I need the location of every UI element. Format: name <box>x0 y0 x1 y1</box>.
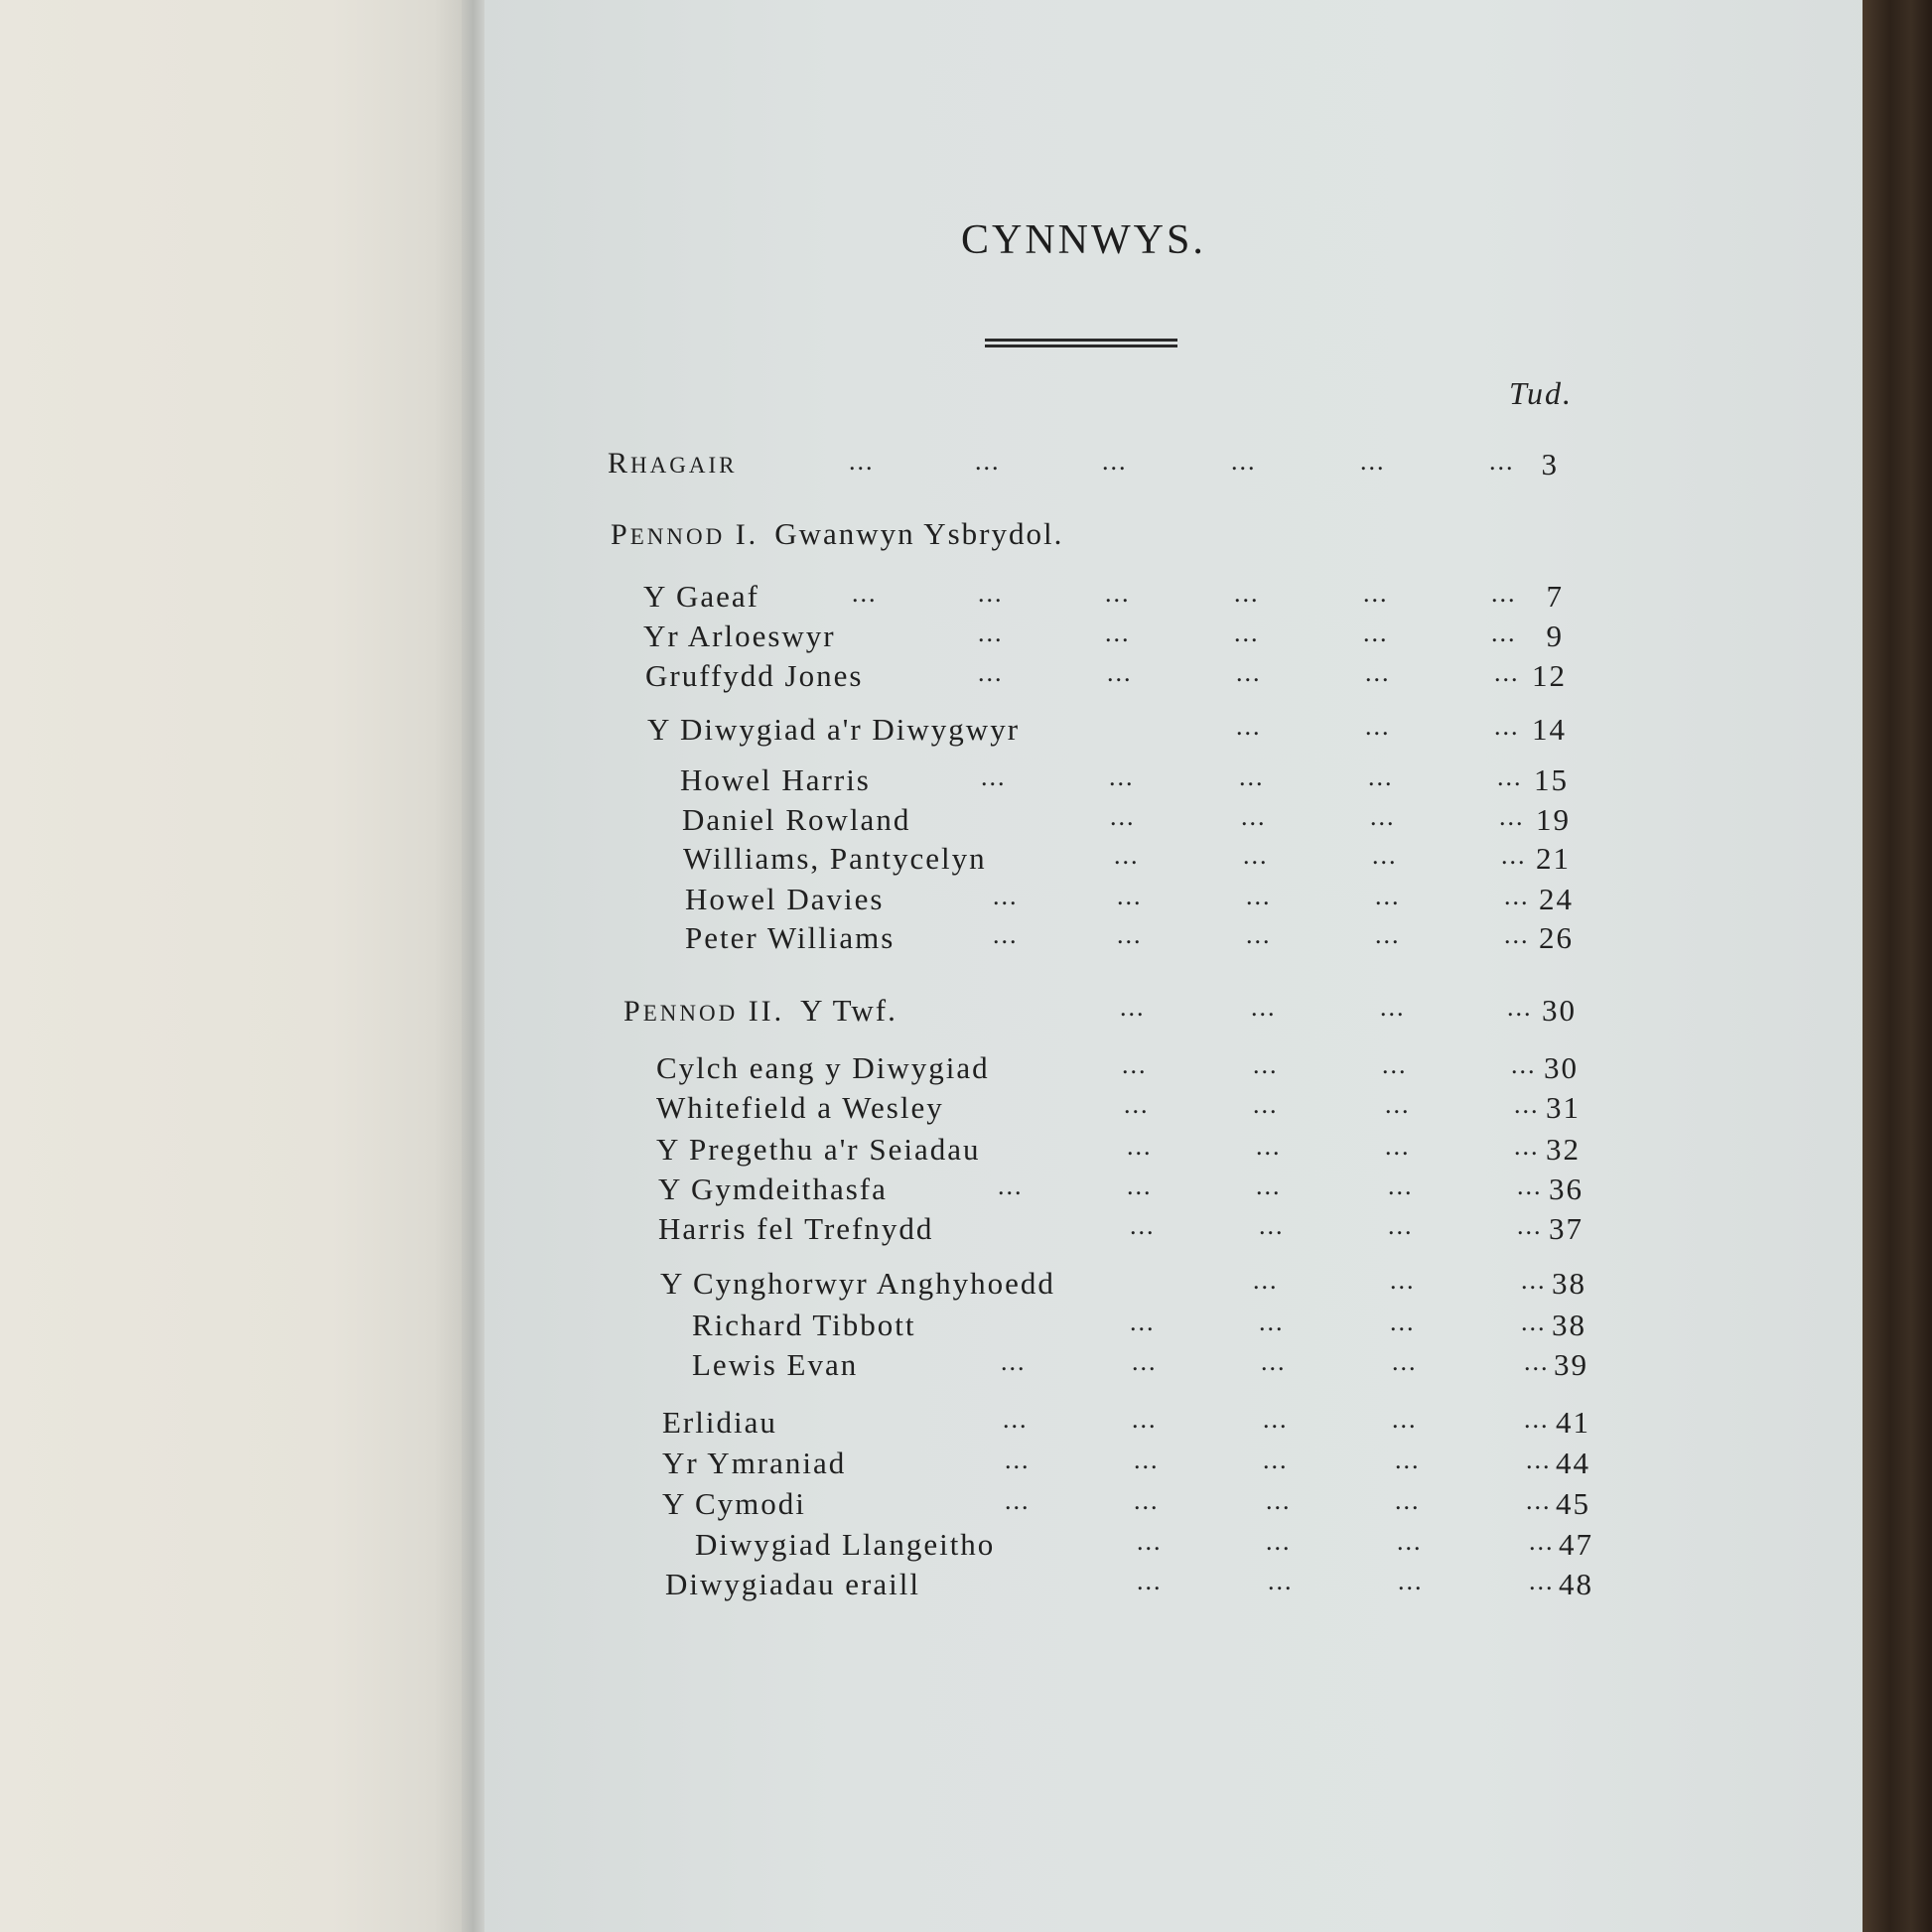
leader-dots: ... <box>978 619 1004 647</box>
toc-entry-label-initial: P <box>623 995 643 1028</box>
leader-dots: ... <box>1392 1347 1418 1376</box>
toc-entry <box>0 516 1932 566</box>
leader-dots: ... <box>1127 1172 1153 1200</box>
toc-entry-label: Lewis Evan <box>692 1347 859 1382</box>
leader-dots: ... <box>1504 920 1530 949</box>
leader-dots: ... <box>1524 1347 1550 1376</box>
leader-dots: ... <box>1253 1266 1279 1295</box>
toc-entry <box>0 1567 1932 1616</box>
leader-dots: ... <box>1266 1527 1292 1556</box>
leader-dots: ... <box>1382 1050 1408 1079</box>
toc-entry-label: Y Cymodi <box>662 1486 806 1521</box>
leader-dots: ... <box>1529 1567 1555 1595</box>
toc-page-number: 48 <box>1559 1567 1593 1601</box>
toc-entry-label <box>623 993 897 1029</box>
leader-dots: ... <box>1234 579 1260 608</box>
leader-dots: ... <box>975 447 1001 476</box>
leader-dots: ... <box>1375 920 1401 949</box>
leader-dots: ... <box>1120 993 1146 1022</box>
toc-page-number: 9 <box>1546 619 1564 653</box>
toc-entry-label: Williams, Pantycelyn <box>683 841 987 876</box>
leader-dots: ... <box>1514 1132 1540 1161</box>
toc-entry-label-numeral: I. <box>725 518 759 551</box>
leader-dots: ... <box>1517 1172 1543 1200</box>
leader-dots: ... <box>1499 802 1525 831</box>
leader-dots: ... <box>1397 1527 1423 1556</box>
toc-page-number: 30 <box>1542 993 1577 1028</box>
leader-dots: ... <box>1001 1347 1027 1376</box>
toc-entry-label: Y Cynghorwyr Anghyhoedd <box>660 1266 1055 1301</box>
leader-dots: ... <box>1526 1446 1552 1474</box>
toc-entry <box>0 712 1932 761</box>
leader-dots: ... <box>1130 1211 1156 1240</box>
leader-dots: ... <box>1365 712 1391 741</box>
leader-dots: ... <box>1365 658 1391 687</box>
toc-page-number: 26 <box>1539 920 1574 955</box>
leader-dots: ... <box>1504 882 1530 910</box>
toc-page-number: 15 <box>1534 762 1569 797</box>
leader-dots: ... <box>1261 1347 1287 1376</box>
leader-dots: ... <box>1266 1486 1292 1515</box>
toc-entry-label: Diwygiadau eraill <box>665 1567 920 1601</box>
toc-entry-label-initial: P <box>611 518 630 551</box>
toc-page-number: 14 <box>1532 712 1567 747</box>
toc-page-number: 47 <box>1559 1527 1593 1562</box>
title-double-rule <box>985 339 1177 354</box>
contents-title: CYNNWYS. <box>961 217 1206 263</box>
page-column-label: Tud. <box>1509 375 1574 411</box>
leader-dots: ... <box>1132 1347 1158 1376</box>
toc-page-number: 39 <box>1554 1347 1588 1382</box>
leader-dots: ... <box>1529 1527 1555 1556</box>
leader-dots: ... <box>1114 841 1140 870</box>
leader-dots: ... <box>1521 1266 1547 1295</box>
leader-dots: ... <box>1390 1308 1416 1336</box>
toc-entry-label: Y Gymdeithasfa <box>658 1172 888 1206</box>
leader-dots: ... <box>1497 762 1523 791</box>
leader-dots: ... <box>1253 1090 1279 1119</box>
leader-dots: ... <box>1390 1266 1416 1295</box>
leader-dots: ... <box>1256 1172 1282 1200</box>
toc-entry-label-initial: R <box>608 447 631 480</box>
leader-dots: ... <box>998 1172 1024 1200</box>
leader-dots: ... <box>1241 802 1267 831</box>
leader-dots: ... <box>1494 658 1520 687</box>
toc-page-number: 38 <box>1552 1308 1587 1342</box>
leader-dots: ... <box>1263 1446 1289 1474</box>
leader-dots: ... <box>1398 1567 1424 1595</box>
chapter-title: Y Twf. <box>800 993 897 1028</box>
leader-dots: ... <box>1511 1050 1537 1079</box>
toc-entry-label: Yr Ymraniad <box>662 1446 847 1480</box>
leader-dots: ... <box>1395 1486 1421 1515</box>
leader-dots: ... <box>1380 993 1406 1022</box>
leader-dots: ... <box>1243 841 1269 870</box>
leader-dots: ... <box>1236 712 1262 741</box>
leader-dots: ... <box>1005 1486 1031 1515</box>
toc-entry-label-numeral: II. <box>738 995 785 1028</box>
leader-dots: ... <box>1507 993 1533 1022</box>
leader-dots: ... <box>1134 1486 1160 1515</box>
leader-dots: ... <box>981 762 1007 791</box>
leader-dots: ... <box>849 447 875 476</box>
leader-dots: ... <box>1491 579 1517 608</box>
leader-dots: ... <box>1517 1211 1543 1240</box>
leader-dots: ... <box>1256 1132 1282 1161</box>
toc-entry <box>0 1347 1932 1397</box>
leader-dots: ... <box>1105 619 1131 647</box>
toc-entry <box>0 920 1932 970</box>
leader-dots: ... <box>993 882 1019 910</box>
toc-page-number: 45 <box>1556 1486 1590 1521</box>
leader-dots: ... <box>1127 1132 1153 1161</box>
leader-dots: ... <box>1239 762 1265 791</box>
toc-page-number: 38 <box>1552 1266 1587 1301</box>
leader-dots: ... <box>1372 841 1398 870</box>
toc-entry-label <box>608 447 737 481</box>
toc-page-number: 24 <box>1539 882 1574 916</box>
toc-page-number: 37 <box>1549 1211 1584 1246</box>
leader-dots: ... <box>1491 619 1517 647</box>
leader-dots: ... <box>1234 619 1260 647</box>
leader-dots: ... <box>1368 762 1394 791</box>
toc-entry-label: Diwygiad Llangeitho <box>695 1527 996 1562</box>
toc-page-number: 30 <box>1544 1050 1579 1085</box>
toc-entry <box>0 993 1932 1042</box>
leader-dots: ... <box>1105 579 1131 608</box>
leader-dots: ... <box>1005 1446 1031 1474</box>
toc-page-number: 12 <box>1532 658 1567 693</box>
toc-entry <box>0 447 1932 496</box>
toc-page-number: 36 <box>1549 1172 1584 1206</box>
toc-page-number: 19 <box>1536 802 1571 837</box>
leader-dots: ... <box>978 579 1004 608</box>
toc-entry-label: Cylch eang y Diwygiad <box>656 1050 990 1085</box>
toc-entry-label: Y Pregethu a'r Seiadau <box>656 1132 981 1167</box>
toc-page-number: 44 <box>1556 1446 1590 1480</box>
toc-entry-label: Gruffydd Jones <box>645 658 864 693</box>
leader-dots: ... <box>1134 1446 1160 1474</box>
leader-dots: ... <box>1246 920 1272 949</box>
leader-dots: ... <box>1003 1405 1029 1434</box>
toc-entry-label: Erlidiau <box>662 1405 777 1440</box>
leader-dots: ... <box>1137 1567 1163 1595</box>
toc-entry-label-smallcaps: HAGAIR <box>630 453 738 478</box>
toc-entry <box>0 658 1932 708</box>
leader-dots: ... <box>1392 1405 1418 1434</box>
leader-dots: ... <box>1360 447 1386 476</box>
leader-dots: ... <box>1363 579 1389 608</box>
leader-dots: ... <box>1246 882 1272 910</box>
leader-dots: ... <box>1524 1405 1550 1434</box>
leader-dots: ... <box>1110 802 1136 831</box>
toc-entry-label: Daniel Rowland <box>682 802 911 837</box>
leader-dots: ... <box>978 658 1004 687</box>
toc-entry-label: Harris fel Trefnydd <box>658 1211 934 1246</box>
toc-page-number: 32 <box>1546 1132 1581 1167</box>
leader-dots: ... <box>1395 1446 1421 1474</box>
leader-dots: ... <box>993 920 1019 949</box>
toc-page-number: 3 <box>1541 447 1559 482</box>
toc-page-number: 21 <box>1536 841 1571 876</box>
leader-dots: ... <box>1385 1132 1411 1161</box>
leader-dots: ... <box>1268 1567 1294 1595</box>
leader-dots: ... <box>1494 712 1520 741</box>
toc-entry-label: Richard Tibbott <box>692 1308 916 1342</box>
leader-dots: ... <box>1263 1405 1289 1434</box>
leader-dots: ... <box>1489 447 1515 476</box>
leader-dots: ... <box>1259 1308 1285 1336</box>
toc-entry-label: Yr Arloeswyr <box>643 619 836 653</box>
leader-dots: ... <box>1375 882 1401 910</box>
toc-entry-label: Whitefield a Wesley <box>656 1090 944 1125</box>
leader-dots: ... <box>1370 802 1396 831</box>
toc-page-number: 7 <box>1546 579 1564 614</box>
toc-entry-label-smallcaps: ENNOD <box>629 524 726 549</box>
toc-entry-label <box>611 516 1063 552</box>
leader-dots: ... <box>1130 1308 1156 1336</box>
leader-dots: ... <box>1107 658 1133 687</box>
leader-dots: ... <box>1122 1050 1148 1079</box>
leader-dots: ... <box>1526 1486 1552 1515</box>
leader-dots: ... <box>852 579 878 608</box>
leader-dots: ... <box>1251 993 1277 1022</box>
leader-dots: ... <box>1132 1405 1158 1434</box>
leader-dots: ... <box>1388 1211 1414 1240</box>
toc-entry-label: Y Gaeaf <box>643 579 759 614</box>
leader-dots: ... <box>1137 1527 1163 1556</box>
chapter-title: Gwanwyn Ysbrydol. <box>774 516 1064 551</box>
leader-dots: ... <box>1109 762 1135 791</box>
toc-entry-label: Howel Harris <box>680 762 871 797</box>
leader-dots: ... <box>1385 1090 1411 1119</box>
toc-entry-label: Peter Williams <box>685 920 896 955</box>
toc-entry-label-smallcaps: ENNOD <box>642 1001 739 1026</box>
leader-dots: ... <box>1231 447 1257 476</box>
leader-dots: ... <box>1102 447 1128 476</box>
toc-page-number: 31 <box>1546 1090 1581 1125</box>
leader-dots: ... <box>1521 1308 1547 1336</box>
toc-entry-label: Howel Davies <box>685 882 885 916</box>
toc-entry-label: Y Diwygiad a'r Diwygwyr <box>647 712 1021 747</box>
leader-dots: ... <box>1259 1211 1285 1240</box>
leader-dots: ... <box>1236 658 1262 687</box>
leader-dots: ... <box>1124 1090 1150 1119</box>
toc-page-number: 41 <box>1556 1405 1590 1440</box>
leader-dots: ... <box>1514 1090 1540 1119</box>
leader-dots: ... <box>1388 1172 1414 1200</box>
leader-dots: ... <box>1253 1050 1279 1079</box>
leader-dots: ... <box>1117 882 1143 910</box>
leader-dots: ... <box>1501 841 1527 870</box>
toc-entry <box>0 1211 1932 1261</box>
leader-dots: ... <box>1117 920 1143 949</box>
leader-dots: ... <box>1363 619 1389 647</box>
